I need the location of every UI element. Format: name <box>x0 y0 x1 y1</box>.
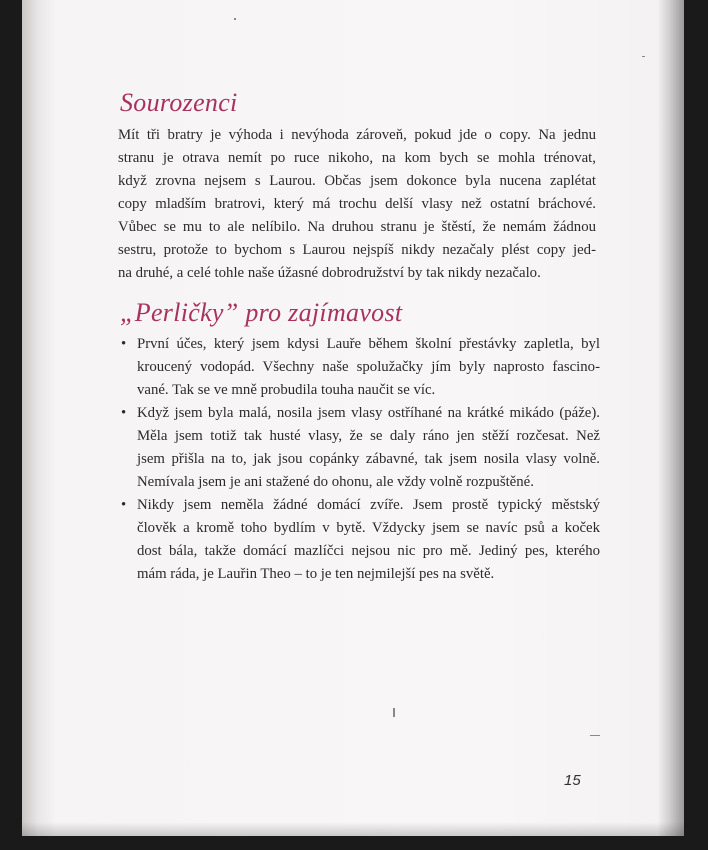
fun-facts-list <box>118 333 600 586</box>
page-bottom-shadow <box>22 822 684 836</box>
list-item-line: vané. Tak se ve mně probudila touha naučit se víc. <box>137 382 436 398</box>
bullet-icon: • <box>121 497 127 513</box>
paper-speck <box>234 18 236 20</box>
book-page <box>22 0 684 836</box>
list-item-line: Nikdy jsem neměla žádné domácí zvíře. Jsem prostě typický městský <box>137 497 600 513</box>
list-item-line: jsem přišla na to, jak jsou copánky zábavné, tak jsem nosila vlasy volně. <box>137 451 600 467</box>
list-item-line: Když jsem byla malá, nosila jsem vlasy ostříhané na krátké mikádo (páže). <box>137 405 600 421</box>
paragraph-line: Mít tři bratry je výhoda i nevýhoda zároveň, pokud jde o copy. Na jednu <box>118 127 596 143</box>
list-item-line: mám ráda, je Lauřin Theo – to je ten nejmilejší pes na světě. <box>137 566 495 582</box>
paper-speck <box>642 56 645 57</box>
list-item-line: kroucený vodopád. Všechny naše spolužačky jím byly naprosto fascino- <box>137 359 600 375</box>
paragraph-line: když zrovna nejsem s Laurou. Občas jsem dokonce byla nucena zaplétat <box>118 173 596 189</box>
paper-speck <box>393 708 395 717</box>
bullet-icon: • <box>121 336 127 352</box>
paragraph-line: copy mladším bratrovi, který má trochu delší vlasy než ostatní bráchové. <box>118 196 596 212</box>
paragraph-line: stranu je otrava nemít po ruce nikoho, na kom bych se mohla trénovat, <box>118 150 596 166</box>
paragraph-line: na druhé, a celé tohle naše úžasné dobrodružství by tak nikdy nezačalo. <box>118 265 541 281</box>
list-item-line: První účes, který jsem kdysi Lauře během školní přestávky zapletla, byl <box>137 336 600 352</box>
list-item <box>118 494 600 586</box>
bullet-icon: • <box>121 405 127 421</box>
section-heading-sourozenci: Sourozenci <box>120 88 238 117</box>
list-item-line: člověk a kromě toho bydlím v bytě. Vždycky jsem se navíc psů a koček <box>137 520 600 536</box>
list-item-line: Nemívala jsem je ani stažené do ohonu, ale vždy volně rozpuštěné. <box>137 474 534 490</box>
list-item-line: Měla jsem totiž tak husté vlasy, že se daly ráno jen stěží rozčesat. Než <box>137 428 600 444</box>
page-number: 15 <box>564 772 581 789</box>
list-item <box>118 402 600 494</box>
paragraph-line: sestru, protože to bychom s Laurou nejspíš nikdy nezačaly plést copy jed- <box>118 242 596 258</box>
section-heading-perlicky: „Perličky” pro zajímavost <box>120 298 403 327</box>
page-edge-shadow <box>658 0 684 836</box>
list-item-line: dost bála, takže domácí mazlíčci nejsou nic pro mě. Jediný pes, kterého <box>137 543 600 559</box>
paragraph-line: Vůbec se mu to ale nelíbilo. Na druhou stranu je štěstí, že nemám žádnou <box>118 219 596 235</box>
section-paragraph-sourozenci <box>118 124 596 285</box>
paper-speck <box>590 735 600 736</box>
list-item <box>118 333 600 402</box>
